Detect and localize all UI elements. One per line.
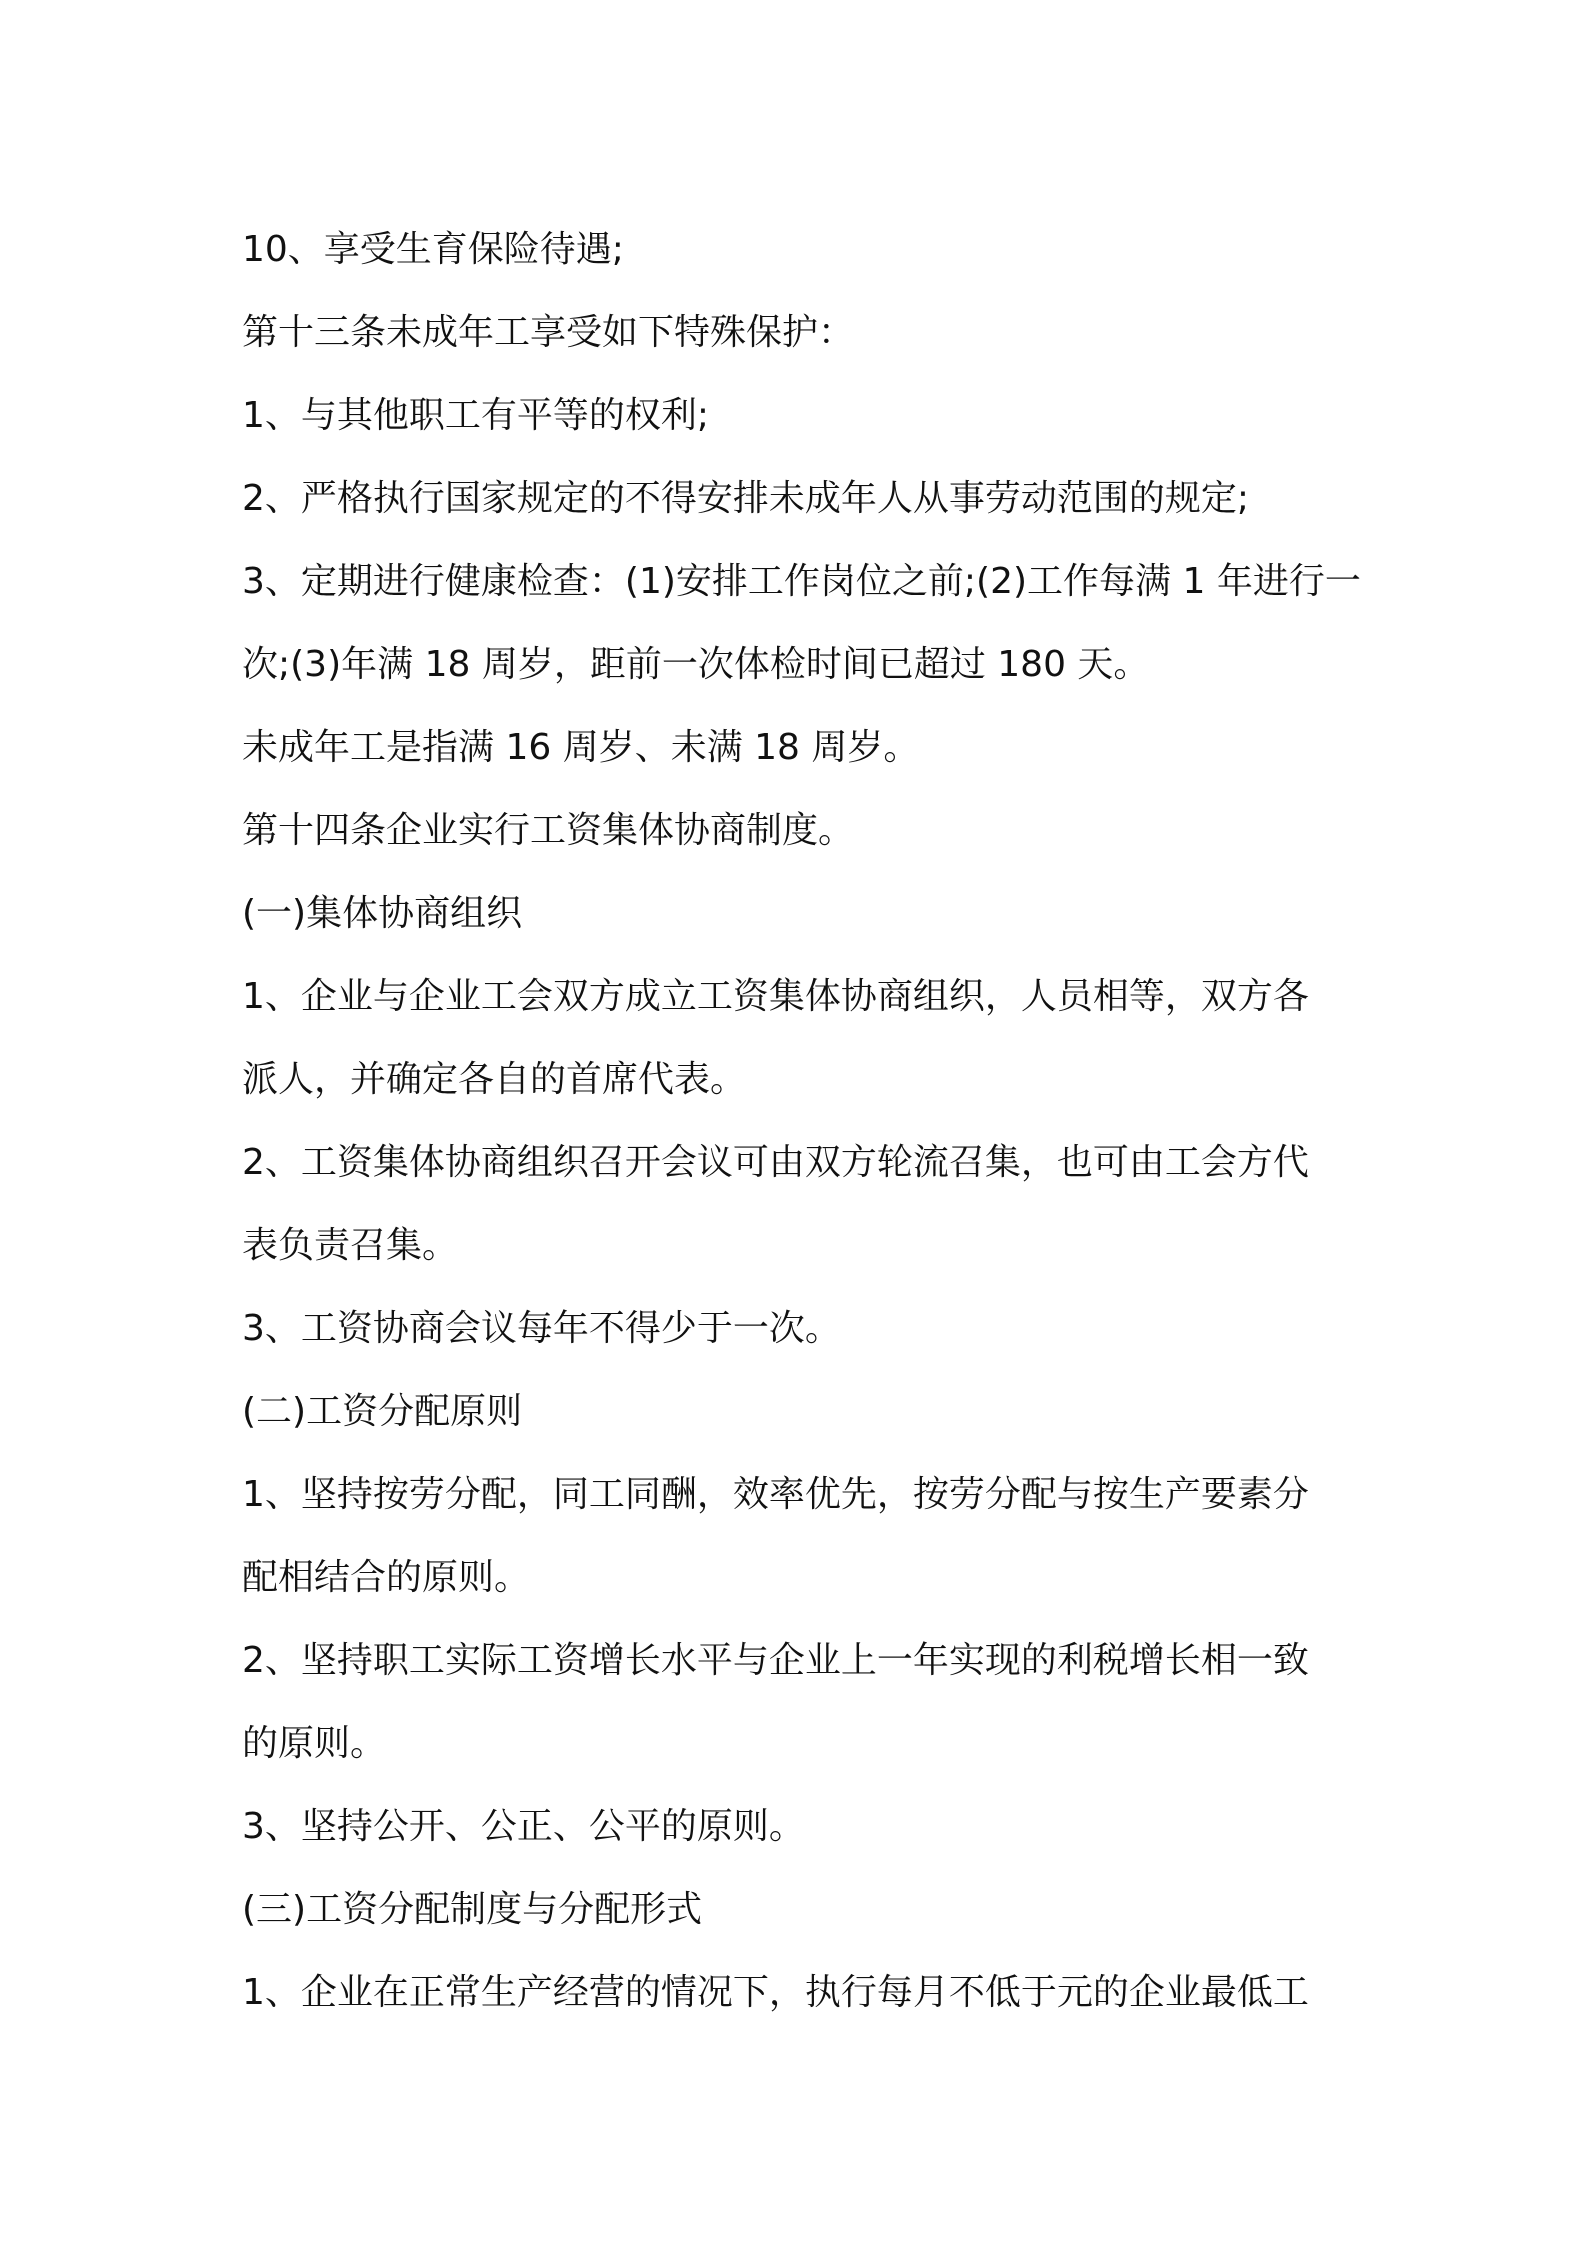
text-line: 2、工资集体协商组织召开会议可由双方轮流召集，也可由工会方代 xyxy=(242,1142,1309,1183)
text-line: 第十四条企业实行工资集体协商制度。 xyxy=(242,810,855,851)
text-line: 2、严格执行国家规定的不得安排未成年人从事劳动范围的规定; xyxy=(242,478,1250,519)
text-line: 1、坚持按劳分配，同工同酬，效率优先，按劳分配与按生产要素分 xyxy=(242,1474,1309,1515)
text-line: 配相结合的原则。 xyxy=(242,1557,531,1598)
text-line: 1、与其他职工有平等的权利; xyxy=(242,395,710,436)
text-line: (二)工资分配原则 xyxy=(242,1391,523,1432)
text-line: 次;(3)年满 18 周岁，距前一次体检时间已超过 180 天。 xyxy=(242,644,1150,685)
text-line: 派人，并确定各自的首席代表。 xyxy=(242,1059,747,1100)
text-line: (一)集体协商组织 xyxy=(242,893,523,934)
text-line: 3、坚持公开、公正、公平的原则。 xyxy=(242,1806,805,1847)
text-line: 1、企业与企业工会双方成立工资集体协商组织，人员相等，双方各 xyxy=(242,976,1309,1017)
text-line: 2、坚持职工实际工资增长水平与企业上一年实现的利税增长相一致 xyxy=(242,1640,1309,1681)
text-line: 3、定期进行健康检查：(1)安排工作岗位之前;(2)工作每满 1 年进行一 xyxy=(242,561,1361,602)
text-line: 表负责召集。 xyxy=(242,1225,459,1266)
document-body xyxy=(242,208,1362,2034)
text-line: (三)工资分配制度与分配形式 xyxy=(242,1889,703,1930)
text-line: 第十三条未成年工享受如下特殊保护： xyxy=(242,312,855,353)
text-line: 未成年工是指满 16 周岁、未满 18 周岁。 xyxy=(242,727,920,768)
text-line: 的原则。 xyxy=(242,1723,387,1764)
text-line: 10、享受生育保险待遇; xyxy=(242,229,624,270)
text-line: 3、工资协商会议每年不得少于一次。 xyxy=(242,1308,841,1349)
text-line: 1、企业在正常生产经营的情况下，执行每月不低于元的企业最低工 xyxy=(242,1972,1309,2013)
